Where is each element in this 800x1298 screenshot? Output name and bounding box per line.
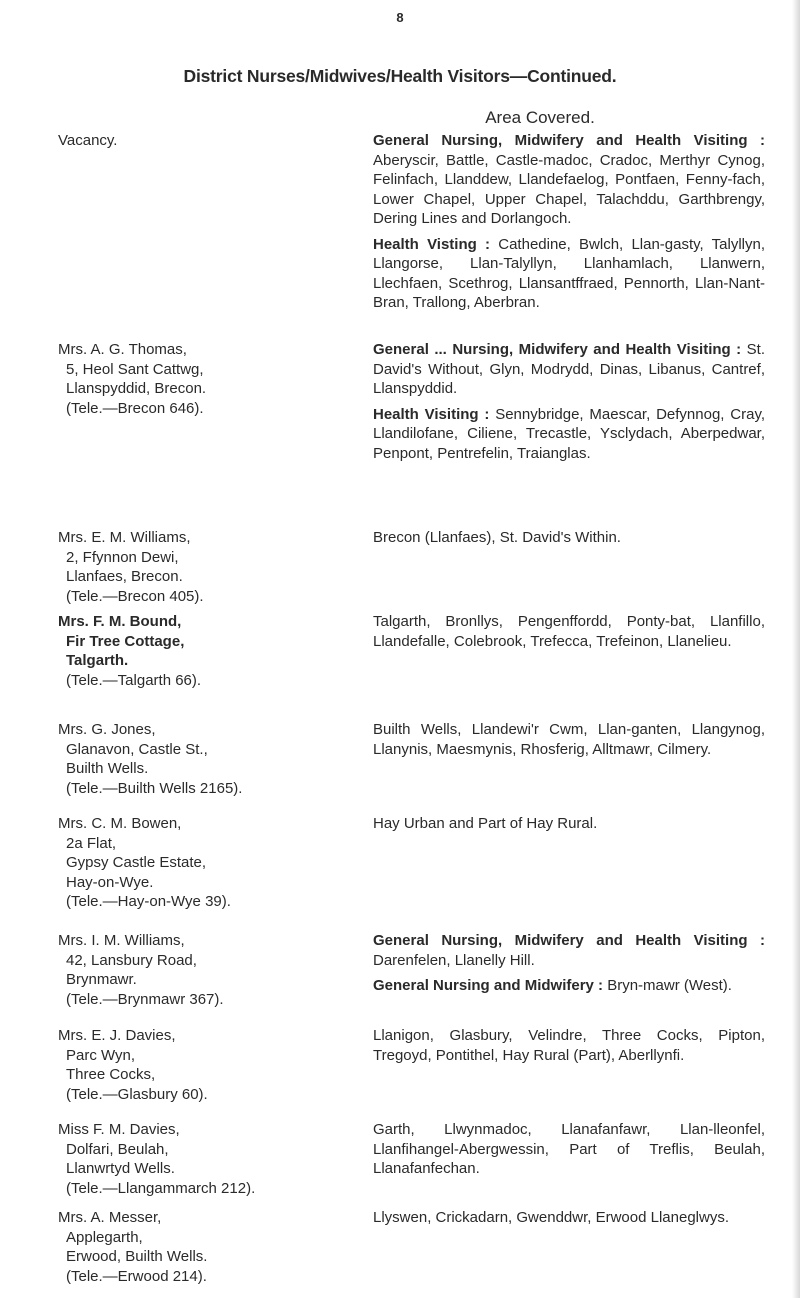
address-line: (Tele.—Brecon 646).	[66, 399, 204, 417]
nurse-name-address	[58, 1120, 388, 1198]
address-line: (Tele.—Builth Wells 2165).	[66, 779, 243, 797]
area-covered	[373, 1120, 765, 1185]
address-line: Brynmawr.	[66, 971, 137, 988]
address-line: Glanavon, Castle St.,	[66, 740, 208, 758]
nurse-name-address	[58, 1026, 388, 1104]
area-paragraph	[373, 612, 765, 651]
area-paragraph	[373, 1026, 765, 1065]
area-covered-heading: Area Covered.	[485, 108, 595, 127]
nurse-name: Mrs. G. Jones,	[58, 721, 156, 738]
nurse-name-address	[58, 1208, 388, 1286]
nurse-name-address	[58, 612, 388, 690]
address-line: (Tele.—Brecon 405).	[66, 587, 204, 605]
nurse-name: Mrs. E. M. Williams,	[58, 529, 191, 546]
area-covered	[373, 340, 765, 469]
area-places: Brecon (Llanfaes), St. David's Within.	[373, 529, 621, 546]
address-line: Parc Wyn,	[66, 1046, 136, 1064]
area-places: Llyswen, Crickadarn, Gwenddwr, Erwood Llaneglwys.	[373, 1209, 729, 1226]
area-places: Talgarth, Bronllys, Pengenffordd, Ponty-bat, Llanfillo, Llandefalle, Colebrook, Trefecca, Trefeinon, Llanelieu.	[373, 613, 765, 650]
area-places: Builth Wells, Llandewi'r Cwm, Llan-ganten, Llangynog, Llanynis, Maesmynis, Rhosferig, Alltmawr, Cilmery.	[373, 721, 765, 758]
address-line: 5, Heol Sant Cattwg,	[66, 360, 204, 378]
area-paragraph	[373, 131, 765, 229]
area-places: Llanigon, Glasbury, Velindre, Three Cocks, Pipton, Tregoyd, Pontithel, Hay Rural (Part), Aberllynfi.	[373, 1027, 765, 1064]
area-covered	[373, 720, 765, 765]
area-covered	[373, 1026, 765, 1071]
area-paragraph	[373, 976, 765, 996]
area-places: Hay Urban and Part of Hay Rural.	[373, 815, 598, 832]
area-covered	[373, 131, 765, 319]
page-edge-shadow	[792, 0, 800, 1298]
address-line: (Tele.—Llangammarch 212).	[66, 1179, 256, 1197]
area-paragraph	[373, 814, 765, 834]
nurse-name-address	[58, 720, 388, 798]
area-places: Aberyscir, Battle, Castle-madoc, Cradoc, Merthyr Cynog, Felinfach, Llanddew, Llandefaelog, Pontfaen, Fenny-fach, Lower Chapel, Upper Chapel, Talachddu, Garthbrengy, Dering Lines and Dorlangoch.	[373, 151, 765, 227]
nurse-name: Mrs. F. M. Bound,	[58, 613, 182, 630]
address-line: Llanwrtyd Wells.	[66, 1160, 175, 1177]
address-line: Dolfari, Beulah,	[66, 1140, 169, 1158]
nurse-name: Mrs. A. G. Thomas,	[58, 341, 187, 358]
address-line: Erwood, Builth Wells.	[66, 1248, 208, 1265]
address-line: Gypsy Castle Estate,	[66, 854, 207, 871]
nurse-name: Mrs. E. J. Davies,	[58, 1027, 176, 1044]
address-line: Talgarth.	[66, 652, 129, 669]
area-places: Cathedine, Bwlch, Llan-gasty, Talyllyn, Llangorse, Llan-Talyllyn, Llanhamlach, Llanwern, Llechfaen, Scethrog, Llansantffraed, Pennorth, Llan-Nant-Bran, Trallong, Aberbran.	[373, 235, 766, 311]
area-places: Bryn-mawr (West).	[603, 977, 732, 994]
address-line: (Tele.—Brynmawr 367).	[66, 990, 224, 1008]
address-line: Applegarth,	[66, 1228, 143, 1246]
nurse-name: Miss F. M. Davies,	[58, 1121, 180, 1138]
area-places: Darenfelen, Llanelly Hill.	[373, 951, 535, 969]
area-places: Garth, Llwynmadoc, Llanafanfawr, Llan-lleonfel, Llanfihangel-Abergwessin, Part of Treflis, Beulah, Llanafanfechan.	[373, 1121, 765, 1177]
area-places: Sennybridge, Maescar, Defynnog, Cray, Llandilofane, Ciliene, Trecastle, Ysclydach, Aberpedwar, Penpont, Pentrefelin, Traianglas.	[373, 405, 765, 462]
area-places: St. David's Without, Glyn, Modrydd, Dinas, Libanus, Cantref, Llanspyddid.	[373, 341, 765, 397]
page-heading: District Nurses/Midwives/Health Visitors—Continued.	[183, 66, 617, 86]
area-paragraph	[373, 340, 765, 399]
address-line: Hay-on-Wye.	[66, 873, 154, 891]
address-line: Fir Tree Cottage,	[66, 632, 185, 650]
nurse-name-address	[58, 131, 388, 151]
area-paragraph	[373, 405, 765, 464]
address-line: Three Cocks,	[66, 1066, 156, 1083]
nurse-name: Vacancy.	[58, 132, 118, 149]
nurse-name-address	[58, 528, 388, 606]
area-covered	[373, 612, 765, 657]
address-line: Llanspyddid, Brecon.	[66, 380, 207, 397]
area-paragraph	[373, 1120, 765, 1179]
area-covered	[373, 1208, 765, 1234]
service-label: General Nursing, Midwifery and Health Visiting :	[373, 132, 765, 149]
service-label: Health Visting :	[373, 235, 491, 253]
area-paragraph	[373, 235, 765, 313]
service-label: General ... Nursing, Midwifery and Health Visiting :	[373, 341, 742, 358]
address-line: (Tele.—Erwood 214).	[66, 1267, 207, 1285]
nurse-name: Mrs. I. M. Williams,	[58, 932, 185, 949]
nurse-name: Mrs. A. Messer,	[58, 1209, 162, 1226]
address-line: 2a Flat,	[66, 834, 117, 852]
address-line: 42, Lansbury Road,	[66, 951, 197, 969]
service-label: Health Visiting :	[373, 405, 490, 423]
page-number: 8	[396, 10, 404, 25]
service-label: General Nursing and Midwifery :	[373, 977, 604, 994]
nurse-name-address	[58, 814, 388, 912]
area-paragraph	[373, 528, 765, 548]
area-paragraph	[373, 931, 765, 970]
address-line: 2, Ffynnon Dewi,	[66, 548, 179, 566]
nurse-name-address	[58, 931, 388, 1009]
address-line: (Tele.—Glasbury 60).	[66, 1085, 208, 1103]
address-line: Llanfaes, Brecon.	[66, 568, 183, 585]
address-line: (Tele.—Hay-on-Wye 39).	[66, 893, 231, 910]
area-covered	[373, 931, 765, 1002]
area-paragraph	[373, 1208, 765, 1228]
address-line: Builth Wells.	[66, 760, 149, 777]
area-paragraph	[373, 720, 765, 759]
area-covered	[373, 814, 765, 840]
area-covered	[373, 528, 765, 554]
address-line: (Tele.—Talgarth 66).	[66, 671, 202, 689]
service-label: General Nursing, Midwifery and Health Visiting :	[373, 932, 765, 949]
nurse-name-address	[58, 340, 388, 418]
nurse-name: Mrs. C. M. Bowen,	[58, 815, 182, 832]
